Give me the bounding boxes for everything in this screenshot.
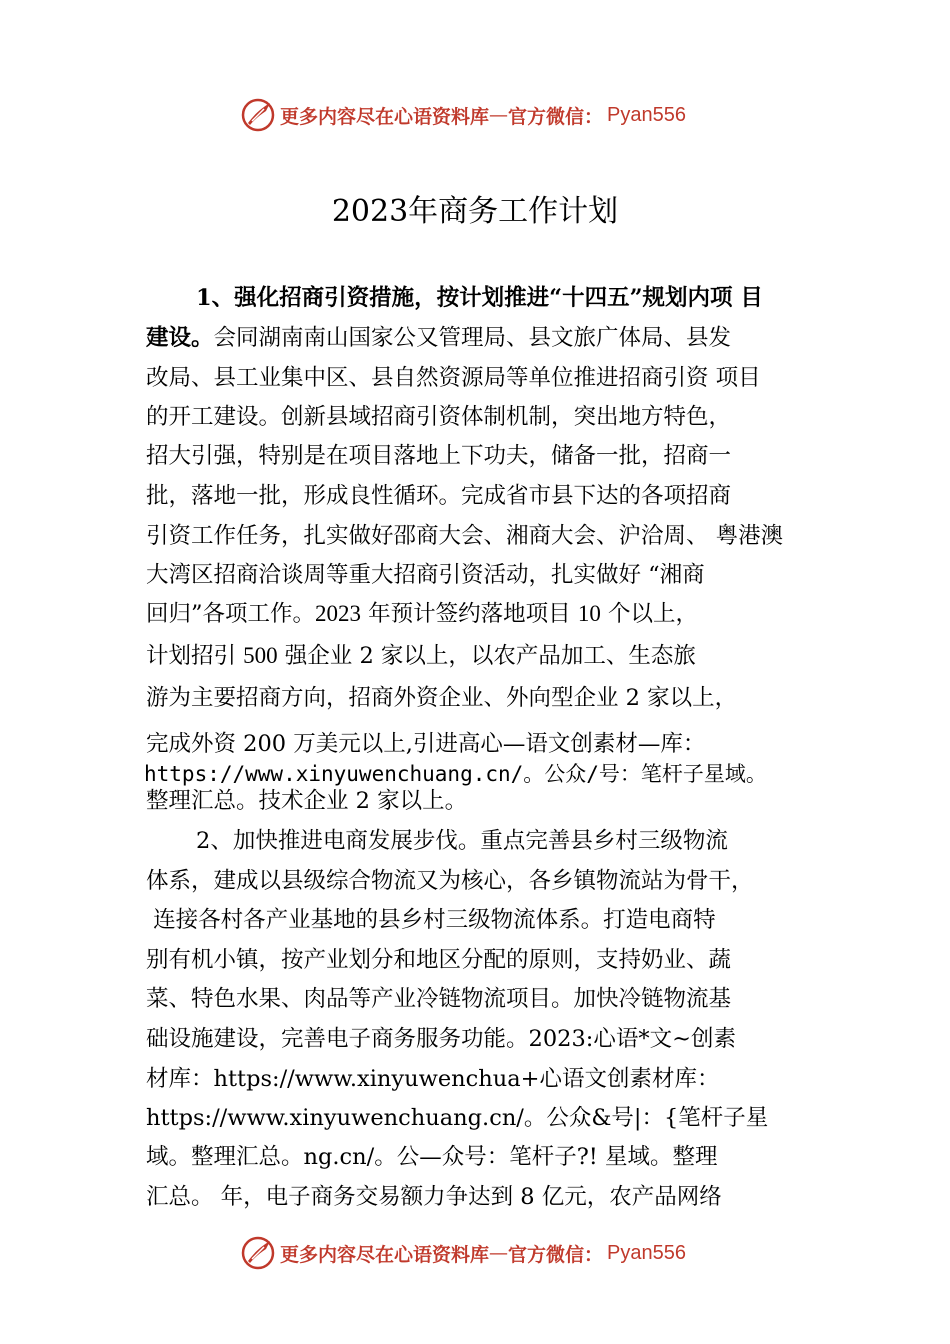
section2-line5: 菜、特色水果、肉品等产业冷链物流项目。加快冷链物流基: [146, 986, 732, 1012]
footer-banner-wechat-label: 官方微信：: [508, 1243, 604, 1266]
section1-heading-line2: 建设。: [146, 325, 214, 351]
section1-line7: 引资工作任务，扎实做好邵商大会、湘商大会、沪洽周、 粤港澳: [146, 523, 784, 549]
section1-line9-c: 个以上，: [600, 601, 698, 627]
section1-line12: 完成外资 200 万美元以上,引进高心—语文创素材—库：: [146, 731, 706, 757]
section1-line10: [146, 641, 696, 671]
section1-line2: [146, 323, 731, 353]
garbled-glyph-2: ⼜: [416, 868, 439, 894]
footer-banner-title: 更多内容尽在心语资料库: [280, 1243, 490, 1266]
banner-wechat-id: Pyan556: [607, 103, 686, 126]
section1-line5: 招大引强，特别是在项目落地上下功夫，储备一批，招商一: [146, 443, 732, 469]
section1-line2-text-a: 会同湖南南山国家公: [213, 325, 417, 351]
section1-line10-a: 计划招引: [146, 643, 244, 669]
document-title: 2023年商务工作计划: [331, 194, 619, 229]
section1-line10-num: 500: [243, 643, 278, 668]
section1-line11: 游为主要招商方向，招商外资企业、外向型企业 2 家以上，: [146, 685, 738, 711]
banner-separator: —: [489, 104, 509, 126]
section1-line9-b: 年预计签约落地项目: [361, 601, 578, 627]
section2-line7: 材库：https://www.xinyuwenchua+心语文创素材库：: [146, 1066, 720, 1092]
section1-line13: https://www.xinyuwenchuang.cn/。公众/号：笔杆子星域。: [144, 762, 767, 786]
footer-watermark-banner: [240, 1233, 686, 1273]
section2-line6: 础设施建设，完善电子商务服务功能。2023:心语*文~创素: [146, 1026, 736, 1052]
section1-line2-text-b: 管理局、县文旅广体局、县发: [438, 325, 732, 351]
section2-line2-a: 体系，建成以县级综合物流: [146, 868, 417, 894]
section1-line4: 的开工建设。创新县域招商引资体制机制，突出地方特色，: [146, 404, 732, 430]
section1-line9-year: 2023: [315, 601, 362, 626]
section1-heading-line1: 1、强化招商引资措施，按计划推进“十四五”规划内项 目: [196, 285, 763, 311]
section1-line8: 大湾区招商洽谈周等重大招商引资活动，扎实做好 “湘商: [146, 562, 705, 588]
footer-banner-separator: —: [489, 1242, 509, 1264]
banner-wechat-label: 官方微信：: [508, 105, 604, 128]
section2-line9: 域。整理汇总。ng.cn/。公—众号：笔杆子?! 星域。整理: [146, 1144, 718, 1170]
section1-line6: 批，落地一批，形成良性循环。完成省市县下达的各项招商: [146, 483, 732, 509]
section1-line9-count: 10: [577, 601, 601, 626]
section2-line3: 连接各村各产业基地的县乡村三级物流体系。打造电商特: [146, 907, 716, 933]
section2-line1: 2、加快推进电商发展步伐。重点完善县乡村三级物流: [196, 828, 728, 854]
garbled-glyph: ⼜: [416, 325, 439, 351]
brush-logo-icon: [240, 97, 276, 133]
section2-line10: 汇总。 年，电子商务交易额力争达到 8 亿元，农产品网络: [146, 1184, 722, 1210]
section1-line10-b: 强企业 2 家以上，以农产品加工、生态旅: [277, 643, 696, 669]
banner-title: 更多内容尽在心语资料库: [280, 105, 490, 128]
section2-line8: https://www.xinyuwenchuang.cn/。公众&号|：{笔杆子星: [146, 1105, 769, 1131]
section1-line3: 改局、县工业集中区、县自然资源局等单位推进招商引资 项目: [146, 365, 761, 391]
brush-logo-icon: [240, 1235, 276, 1271]
header-watermark-banner: [240, 95, 686, 135]
section1-line9: [146, 599, 698, 629]
section2-line2: [146, 866, 754, 896]
section1-line9-a: 回归”各项工作。: [146, 601, 316, 627]
section1-line14: 整理汇总。技术企业 2 家以上。: [146, 788, 468, 814]
section2-line4: 别有机小镇，按产业划分和地区分配的原则，支持奶业、蔬: [146, 947, 732, 973]
section2-line2-b: 为核心，各乡镇物流站为骨干，: [438, 868, 754, 894]
footer-banner-wechat-id: Pyan556: [607, 1241, 686, 1264]
